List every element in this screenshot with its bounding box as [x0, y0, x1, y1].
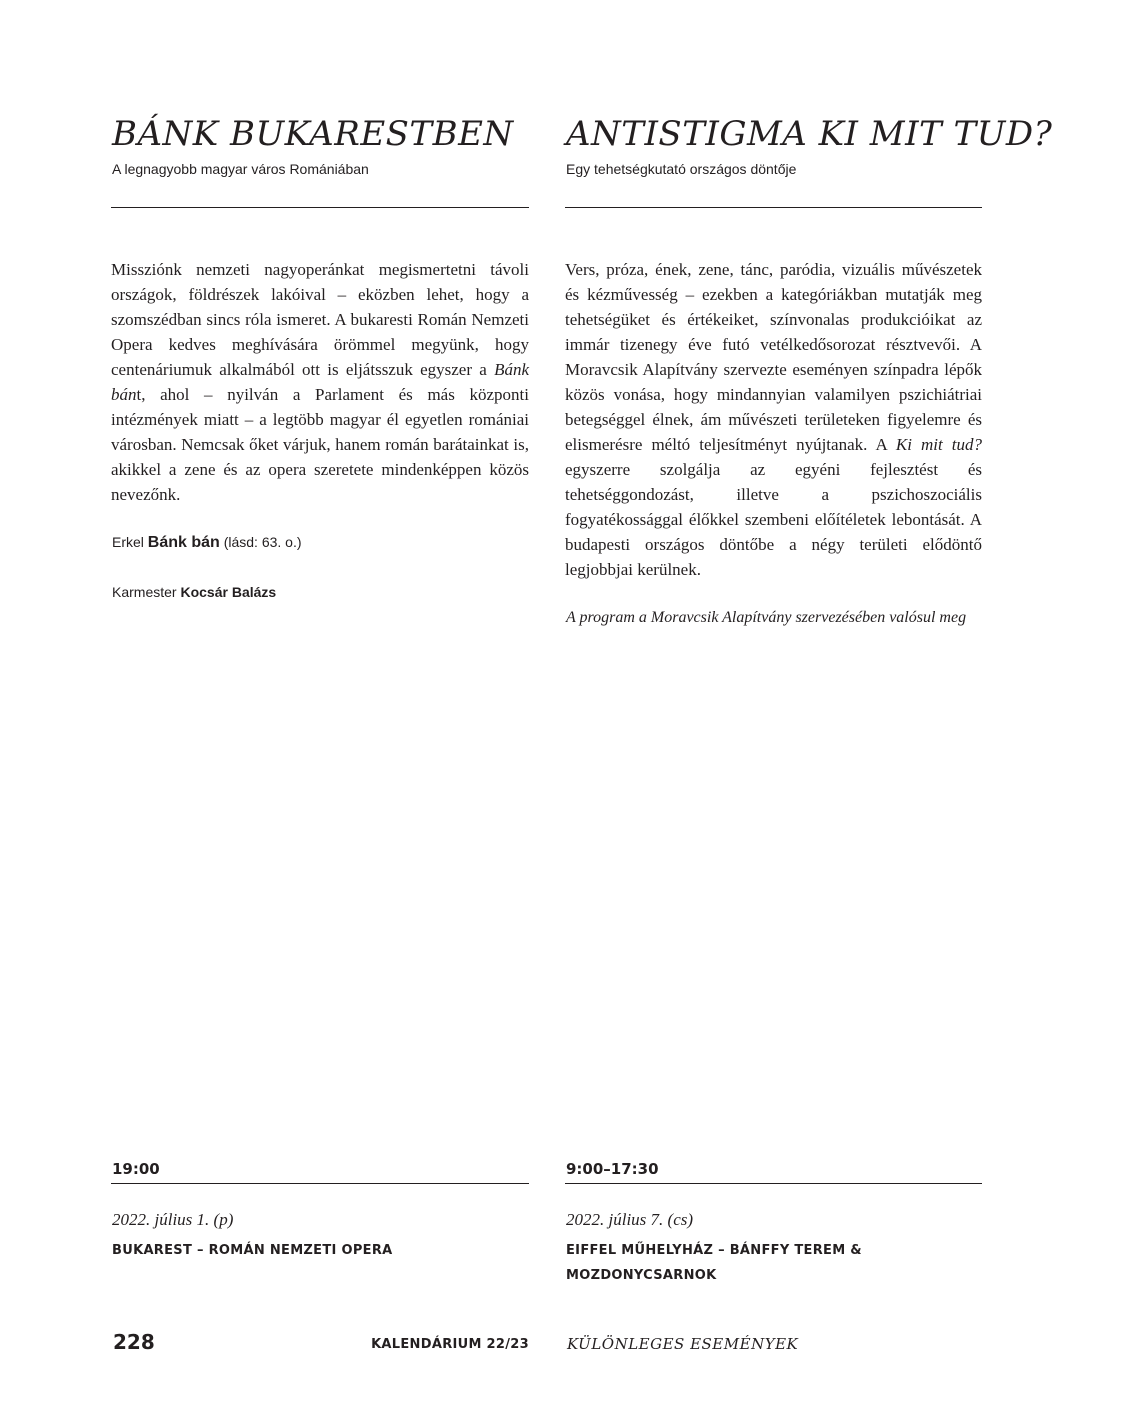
left-event-subtitle: A legnagyobb magyar város Romániában: [112, 161, 369, 177]
right-description-show-title: Ki mit tud?: [895, 435, 983, 454]
left-title-divider: [111, 207, 529, 208]
left-event-venue: BUKAREST – ROMÁN NEMZETI OPERA: [112, 1243, 393, 1258]
section-name: KÜLÖNLEGES ESEMÉNYEK: [567, 1335, 799, 1353]
left-time-divider: [111, 1183, 529, 1184]
page-number: 228: [113, 1330, 155, 1354]
page-reference: (lásd: 63. o.): [223, 534, 302, 550]
conductor-name: Kocsár Balázs: [180, 584, 277, 600]
left-event-date: 2022. július 1. (p): [112, 1210, 234, 1229]
left-description-part-1: Missziónk nemzeti nagyoperánkat megismertetni távoli országok, földrészek lakóival – eközben lehet, hogy a szomszédban sincs róla ismeret. A bukaresti Román Nemzeti Opera kedves meghívására örömmel megyünk, hogy centenáriumuk alkalmából ott is eljátsszuk egyszer a: [111, 260, 529, 379]
conductor-role: Karmester: [112, 584, 177, 600]
right-event-description: [565, 257, 982, 582]
right-event-date: 2022. július 7. (cs): [566, 1210, 694, 1229]
left-conductor-credit: [112, 584, 276, 600]
right-description-part-1: Vers, próza, ének, zene, tánc, paródia, vizuális művészetek és kézművesség – ezekben a kategóriákban mutatják meg tehetségüket és értékeiket, színvonalas produkcióikat az immár tizenegy éve futó vetélkedősorozat résztvevői. A Moravcsik Alapítvány szervezte eseményen színpadra lépők közös vonása, hogy mindannyian valamilyen pszichiátriai betegséggel élnek, ám művészeti területeken figyelemre és elismerésre méltó teljesítményt nyújtanak. A: [565, 260, 982, 454]
left-description-work-title: Bánk bán: [111, 360, 529, 404]
left-event-title: BÁNK BUKARESTBEN: [112, 114, 514, 154]
right-event-venue: EIFFEL MŰHELYHÁZ – BÁNFFY TEREM & MOZDONYCSARNOK: [566, 1243, 862, 1283]
work-title: Bánk bán: [147, 534, 220, 551]
right-time-divider: [565, 1183, 982, 1184]
left-event-time: 19:00: [112, 1160, 160, 1178]
right-event-time: 9:00–17:30: [566, 1160, 659, 1178]
right-title-divider: [565, 207, 982, 208]
composer-name: Erkel: [112, 534, 144, 550]
right-description-part-2: egyszerre szolgálja az egyéni fejlesztést és tehetséggondozást, illetve a pszichoszociális fogyatékossággal élőkkel szembeni előítéletek lebontását. A budapesti országos döntőbe a négy területi elődöntő legjobbjai kerülnek.: [565, 460, 982, 579]
right-event-title: ANTISTIGMA KI MIT TUD?: [566, 114, 1053, 154]
left-event-description: [111, 257, 529, 507]
left-work-credit: [112, 534, 302, 552]
right-event-subtitle: Egy tehetségkutató országos döntője: [566, 161, 797, 177]
publication-name: KALENDÁRIUM 22/23: [371, 1337, 529, 1352]
right-organizer-note: A program a Moravcsik Alapítvány szervezésében valósul meg: [566, 609, 967, 626]
left-description-part-2: t, ahol – nyilván a Parlament és más központi intézmények miatt – a legtöbb magyar él egyetlen romániai városban. Nemcsak őket várjuk, hanem román barátainkat is, akikkel a zene és az opera szeretete mindenképpen közös nevezőnk.: [111, 385, 529, 504]
